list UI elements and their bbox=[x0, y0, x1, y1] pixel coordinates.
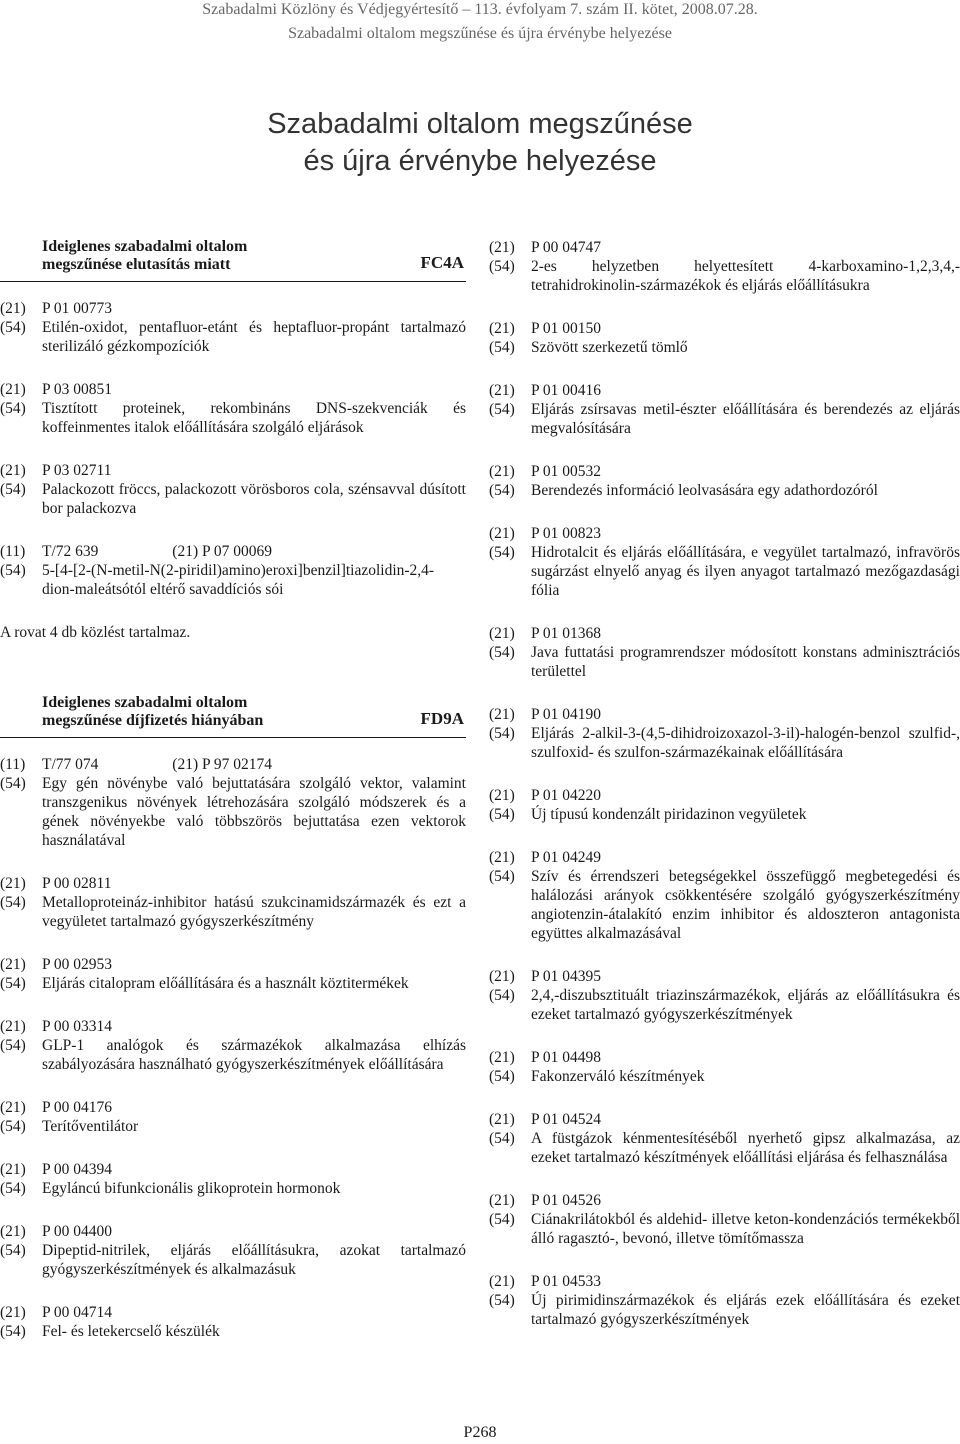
inid-54-label: (54) bbox=[489, 987, 515, 1004]
application-number: P 97 02174 bbox=[201, 756, 273, 773]
application-number: P 00 03314 bbox=[42, 1018, 113, 1035]
application-number: P 01 01368 bbox=[531, 625, 602, 642]
inid-21-label: (21) bbox=[489, 382, 515, 399]
invention-title: Új típusú kondenzált piridazinon vegyületek bbox=[531, 806, 807, 823]
application-number: P 01 04190 bbox=[531, 706, 602, 723]
list-item bbox=[0, 1098, 466, 1136]
list-item bbox=[489, 967, 960, 1024]
page-title bbox=[0, 106, 960, 180]
invention-title: Palackozott fröccs, palackozott vörösboros cola, szénsavval dúsított bor palackozva bbox=[42, 481, 466, 517]
list-item bbox=[0, 542, 466, 599]
document-number: T/77 074 bbox=[42, 756, 99, 773]
list-item bbox=[489, 705, 960, 762]
inid-21-label: (21) bbox=[489, 706, 515, 723]
application-number: P 01 00532 bbox=[531, 463, 602, 480]
inid-21-label: (21) bbox=[172, 756, 199, 773]
application-number: P 01 00773 bbox=[42, 300, 113, 317]
application-number: P 01 04498 bbox=[531, 1049, 602, 1066]
application-number: P 01 04395 bbox=[531, 968, 602, 985]
invention-title: Fel- és letekercselő készülék bbox=[42, 1323, 220, 1340]
inid-21-label: (21) bbox=[0, 1304, 26, 1321]
inid-21-label: (21) bbox=[489, 463, 515, 480]
inid-54-label: (54) bbox=[0, 562, 26, 579]
section-heading-line1: Ideiglenes szabadalmi oltalom bbox=[42, 238, 248, 255]
left-column bbox=[0, 238, 466, 1341]
inid-54-label: (54) bbox=[489, 544, 515, 561]
section-count-note: A rovat 4 db közlést tartalmaz. bbox=[0, 624, 191, 641]
application-number: P 00 04714 bbox=[42, 1304, 113, 1321]
inid-21-label: (21) bbox=[0, 1161, 26, 1178]
inid-21-label: (21) bbox=[0, 462, 26, 479]
section-code: FC4A bbox=[420, 253, 464, 272]
invention-title: Ciánakrilátokból és aldehid- illetve keton-kondenzációs termékekből álló ragasztó-, bevonó, illetve tömítőmassza bbox=[531, 1211, 960, 1247]
inid-21-label: (21) bbox=[489, 1111, 515, 1128]
application-number: P 00 04747 bbox=[531, 239, 602, 256]
inid-21-label: (21) bbox=[489, 1049, 515, 1066]
application-number: P 01 00150 bbox=[531, 320, 602, 337]
invention-title: Dipeptid-nitrilek, eljárás előállításukra, azokat tartalmazó gyógyszerkészítmények és alkalmazásuk bbox=[42, 1242, 466, 1278]
list-item bbox=[489, 319, 960, 357]
inid-21-label: (21) bbox=[489, 320, 515, 337]
inid-21-label: (21) bbox=[489, 525, 515, 542]
inid-54-label: (54) bbox=[489, 644, 515, 661]
invention-title: Metalloproteináz-inhibitor hatású szukcinamidszármazék és ezt a vegyületet tartalmazó gyógyszerkészítmény bbox=[42, 894, 466, 930]
list-item bbox=[0, 1160, 466, 1198]
inid-54-label: (54) bbox=[489, 339, 515, 356]
invention-title: Eljárás 2-alkil-3-(4,5-dihidroizoxazol-3-il)-halogén-benzol szulfid-, szulfoxid- és szulfon-származékainak előállítására bbox=[531, 725, 960, 761]
list-item bbox=[489, 1191, 960, 1248]
page-number: P268 bbox=[463, 1424, 497, 1441]
invention-title: 2-es helyzetben helyettesített 4-karboxamino-1,2,3,4,-tetrahidrokinolin-származékok és eljárás előállításukra bbox=[531, 258, 960, 294]
list-item bbox=[0, 955, 466, 993]
invention-title: Hidrotalcit és eljárás előállítására, e vegyület tartalmazó, infravörös sugárzást elnyelő anyag és ilyen anyagot tartalmazó mezőgazdasági fólia bbox=[531, 544, 960, 599]
list-item bbox=[489, 381, 960, 438]
section-heading-line2: megszűnése elutasítás miatt bbox=[42, 256, 231, 273]
inid-54-label: (54) bbox=[489, 401, 515, 418]
inid-21-label: (21) bbox=[0, 1223, 26, 1240]
application-number: P 03 02711 bbox=[42, 462, 112, 479]
document-number: T/72 639 bbox=[42, 543, 99, 560]
inid-54-label: (54) bbox=[0, 894, 26, 911]
inid-21-label: (21) bbox=[489, 239, 515, 256]
inid-54-label: (54) bbox=[489, 868, 515, 885]
inid-54-label: (54) bbox=[0, 481, 26, 498]
invention-title: Új pirimidinszármazékok és eljárás ezek előállítására és ezeket tartalmazó gyógyszerkészítmények bbox=[531, 1292, 960, 1328]
application-number: P 00 04394 bbox=[42, 1161, 113, 1178]
invention-title: GLP-1 analógok és származékok alkalmazása elhízás szabályozására használható gyógyszerkészítmények előállítására bbox=[42, 1037, 466, 1073]
inid-21-label: (21) bbox=[172, 543, 199, 560]
section-heading-line1: Ideiglenes szabadalmi oltalom bbox=[42, 694, 248, 711]
application-number: P 01 04249 bbox=[531, 849, 602, 866]
inid-54-label: (54) bbox=[489, 1130, 515, 1147]
inid-54-label: (54) bbox=[489, 482, 515, 499]
section-code: FD9A bbox=[420, 709, 464, 728]
list-item bbox=[0, 1303, 466, 1341]
list-item bbox=[0, 299, 466, 356]
inid-54-label: (54) bbox=[0, 1118, 26, 1135]
inid-54-label: (54) bbox=[0, 1323, 26, 1340]
list-item bbox=[489, 238, 960, 295]
inid-54-label: (54) bbox=[489, 725, 515, 742]
inid-11-label: (11) bbox=[0, 756, 26, 773]
application-number: P 01 04524 bbox=[531, 1111, 602, 1128]
application-number: P 01 00823 bbox=[531, 525, 602, 542]
invention-title: Fakonzerváló készítmények bbox=[531, 1068, 705, 1085]
list-item bbox=[489, 524, 960, 600]
inid-54-label: (54) bbox=[0, 1242, 26, 1259]
list-item bbox=[489, 1110, 960, 1167]
invention-title: Egyláncú bifunkcionális glikoprotein hormonok bbox=[42, 1180, 341, 1197]
section-header-fd9a bbox=[0, 694, 466, 738]
inid-21-label: (21) bbox=[489, 1192, 515, 1209]
section-header-fc4a bbox=[0, 238, 466, 282]
invention-title: Tisztított proteinek, rekombináns DNS-szekvenciák és koffeinmentes italok előállítására szolgáló eljárások bbox=[42, 400, 466, 436]
invention-title: Java futtatási programrendszer módosított konstans adminisztrációs területtel bbox=[531, 644, 960, 680]
inid-21-label: (21) bbox=[0, 300, 26, 317]
inid-54-label: (54) bbox=[0, 1180, 26, 1197]
application-number: P 00 02811 bbox=[42, 875, 112, 892]
list-item bbox=[489, 1272, 960, 1329]
application-number: P 01 00416 bbox=[531, 382, 602, 399]
list-item bbox=[489, 786, 960, 824]
inid-21-label: (21) bbox=[489, 968, 515, 985]
invention-title: 5-[4-[2-(N-metil-N(2-piridil)amino)eroxi]benzil]tiazolidin-2,4-dion-maleátsótól eltérő savaddíciós sói bbox=[42, 562, 435, 598]
page-title-line1: Szabadalmi oltalom megszűnése bbox=[267, 108, 693, 140]
application-number: P 03 00851 bbox=[42, 381, 113, 398]
application-number: P 01 04533 bbox=[531, 1273, 602, 1290]
inid-21-label: (21) bbox=[489, 787, 515, 804]
invention-title: 2,4,-diszubsztituált triazinszármazékok, eljárás az előállításukra és ezeket tartalmazó gyógyszerkészítmények bbox=[531, 987, 960, 1023]
list-item bbox=[489, 848, 960, 943]
inid-21-label: (21) bbox=[0, 1018, 26, 1035]
inid-54-label: (54) bbox=[0, 975, 26, 992]
list-item bbox=[489, 462, 960, 500]
list-item bbox=[0, 874, 466, 931]
inid-21-label: (21) bbox=[0, 381, 26, 398]
application-number: P 07 00069 bbox=[201, 543, 273, 560]
inid-54-label: (54) bbox=[0, 319, 26, 336]
application-number: P 00 04400 bbox=[42, 1223, 113, 1240]
list-item bbox=[489, 1048, 960, 1086]
inid-21-label: (21) bbox=[489, 849, 515, 866]
section-heading-line2: megszűnése díjfizetés hiányában bbox=[42, 712, 264, 729]
list-item bbox=[0, 1222, 466, 1279]
inid-21-label: (21) bbox=[0, 956, 26, 973]
inid-54-label: (54) bbox=[489, 1292, 515, 1309]
application-number: P 00 04176 bbox=[42, 1099, 113, 1116]
application-number: P 00 02953 bbox=[42, 956, 113, 973]
list-item bbox=[489, 624, 960, 681]
application-number: P 01 04220 bbox=[531, 787, 602, 804]
invention-title: Terítőventilátor bbox=[42, 1118, 139, 1135]
inid-21-label: (21) bbox=[0, 1099, 26, 1116]
inid-54-label: (54) bbox=[489, 258, 515, 275]
invention-title: Szövött szerkezetű tömlő bbox=[531, 339, 688, 356]
invention-title: Egy gén növénybe való bejuttatására szolgáló vektor, valamint transzgenikus növények létrehozására szolgáló módszerek és a gének növényekbe való többszörös bejuttatása ezen vektorok használatával bbox=[42, 775, 466, 849]
inid-54-label: (54) bbox=[0, 775, 26, 792]
inid-54-label: (54) bbox=[489, 1068, 515, 1085]
invention-title: Berendezés információ leolvasására egy adathordozóról bbox=[531, 482, 878, 499]
application-number: P 01 04526 bbox=[531, 1192, 602, 1209]
inid-54-label: (54) bbox=[0, 400, 26, 417]
invention-title: Eljárás citalopram előállítására és a használt köztitermékek bbox=[42, 975, 409, 992]
list-item bbox=[0, 755, 466, 850]
invention-title: Eljárás zsírsavas metil-észter előállítására és berendezés az eljárás megvalósítására bbox=[531, 401, 960, 437]
list-item bbox=[0, 461, 466, 518]
inid-54-label: (54) bbox=[0, 1037, 26, 1054]
inid-21-label: (21) bbox=[489, 1273, 515, 1290]
right-column bbox=[489, 238, 960, 1329]
invention-title: Etilén-oxidot, pentafluor-etánt és heptafluor-propánt tartalmazó sterilizáló gézkompozíciók bbox=[42, 319, 466, 355]
inid-21-label: (21) bbox=[489, 625, 515, 642]
list-item bbox=[0, 1017, 466, 1074]
page-title-line2: és újra érvénybe helyezése bbox=[303, 145, 657, 177]
inid-11-label: (11) bbox=[0, 543, 26, 560]
invention-title: A füstgázok kénmentesítéséből nyerhető gipsz alkalmazása, az ezeket tartalmazó készítmények előállítási eljárása és felhasználása bbox=[531, 1130, 960, 1166]
list-item bbox=[0, 380, 466, 437]
running-head-section: Szabadalmi oltalom megszűnése és újra érvénybe helyezése bbox=[288, 25, 672, 42]
inid-54-label: (54) bbox=[489, 1211, 515, 1228]
invention-title: Szív és érrendszeri betegségekkel összefüggő megbetegedési és halálozási arányok csökkentésére szolgáló gyógyszerkészítmény angiotenzin-átalakító enzim inhibitor és aldoszteron antagonista együttes alkalmazásával bbox=[531, 868, 960, 942]
inid-54-label: (54) bbox=[489, 806, 515, 823]
inid-21-label: (21) bbox=[0, 875, 26, 892]
running-head-journal: Szabadalmi Közlöny és Védjegyértesítő – 113. évfolyam 7. szám II. kötet, 2008.07.28. bbox=[202, 1, 758, 18]
